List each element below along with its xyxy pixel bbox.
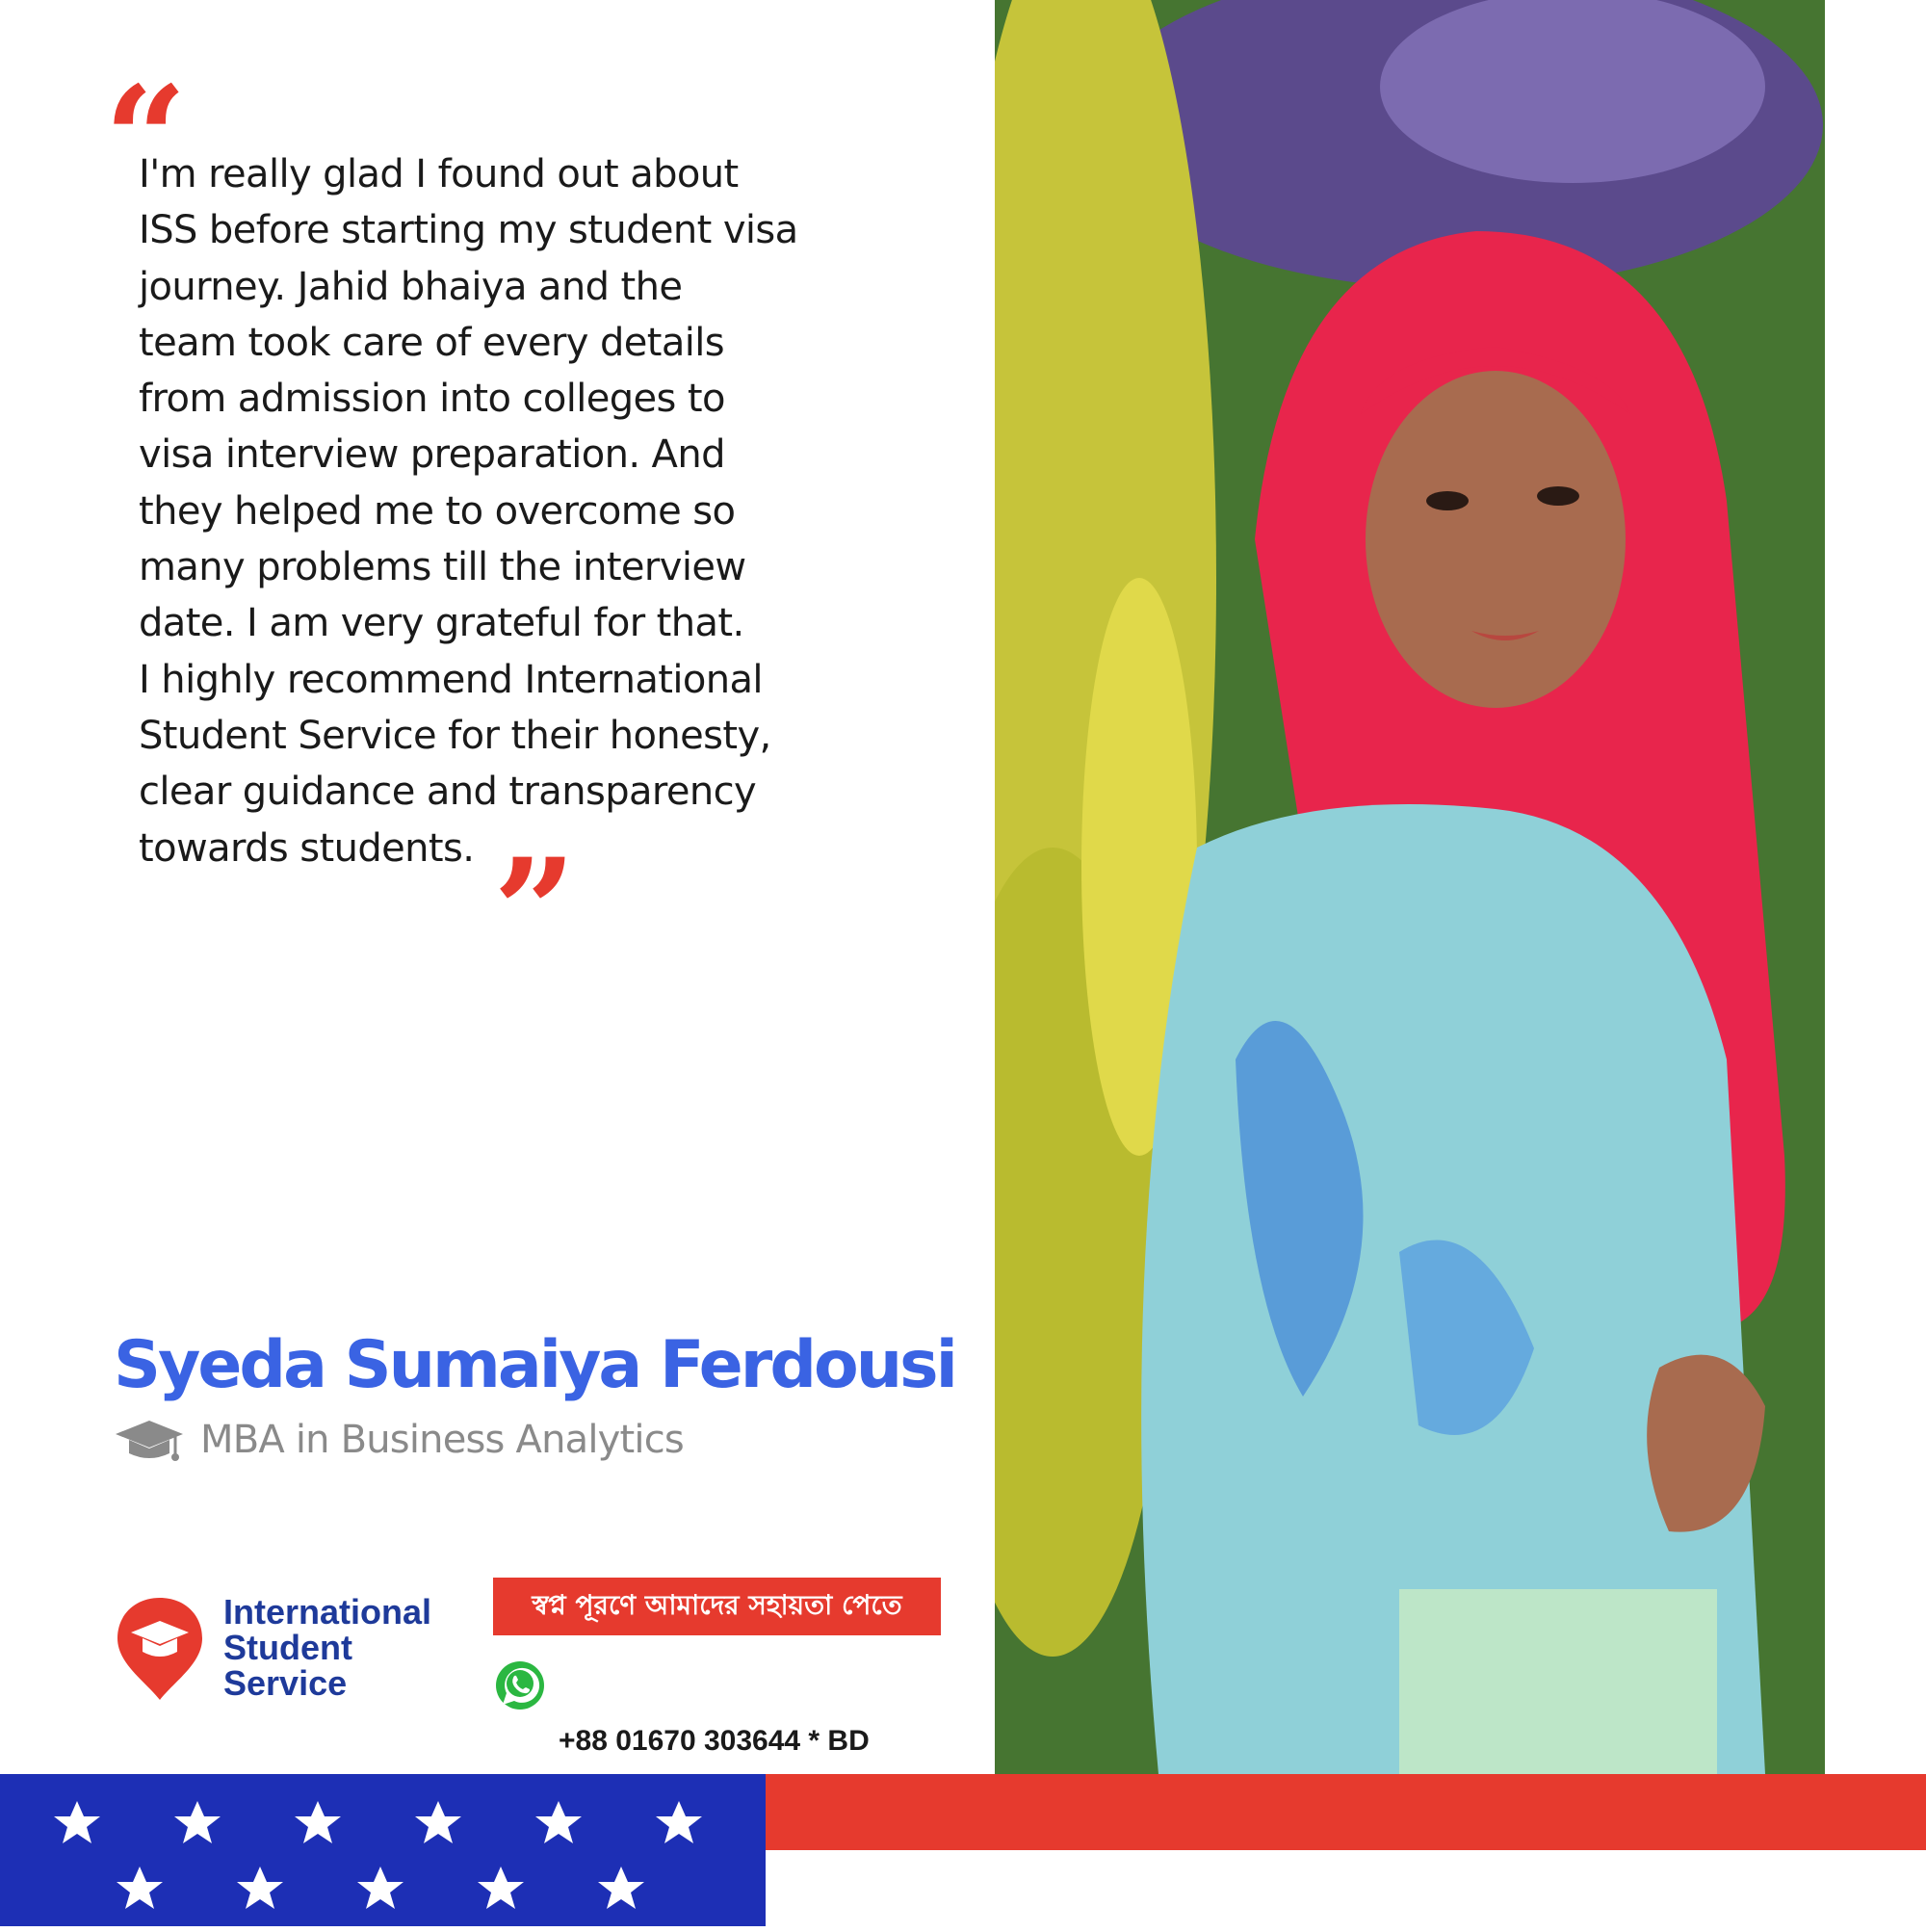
brand-name-line: Student	[223, 1628, 352, 1667]
quote-line: clear guidance and transparency	[139, 770, 757, 815]
quote-line: I'm really glad I found out about	[139, 152, 739, 196]
brand-name-line: International	[223, 1592, 432, 1632]
quote-line: visa interview preparation. And	[139, 432, 725, 478]
quote-line: date. I am very grateful for that.	[139, 601, 744, 646]
testimonial-quote	[139, 146, 832, 876]
cta-banner: স্বপ্ন পূরণে আমাদের সহায়তা পেতে	[493, 1578, 941, 1635]
brand-name	[223, 1594, 431, 1701]
quote-line: many problems till the interview	[139, 545, 746, 590]
student-degree: MBA in Business Analytics	[200, 1418, 684, 1462]
flag-white-stripe	[766, 1850, 1926, 1926]
degree-row	[114, 1411, 684, 1469]
quote-line: Student Service for their honesty,	[139, 713, 771, 758]
quote-line: towards students.	[139, 825, 475, 871]
quote-line: they helped me to overcome so	[139, 488, 736, 534]
student-photo	[995, 0, 1825, 1774]
flag-red-stripe	[766, 1774, 1926, 1850]
brand-name-line: Service	[223, 1663, 348, 1703]
student-name: Syeda Sumaiya Ferdousi	[114, 1327, 955, 1403]
phone-bd: +88 01670 303644 * BD	[559, 1725, 870, 1757]
quote-line: I highly recommend International	[139, 657, 763, 702]
quote-line: ISS before starting my student visa	[139, 208, 798, 253]
opening-quote-mark: “	[104, 55, 188, 224]
quote-line: from admission into colleges to	[139, 377, 725, 422]
closing-quote-mark: ”	[493, 827, 577, 997]
map-pin-graduation-cap-icon	[114, 1594, 206, 1702]
graduation-cap-icon	[114, 1417, 185, 1463]
quote-line: team took care of every details	[139, 320, 725, 365]
whatsapp-icon	[493, 1658, 547, 1712]
us-flag-band	[0, 1774, 1926, 1926]
flag-star-field	[0, 1774, 766, 1926]
brand-logo	[114, 1594, 460, 1710]
quote-line: journey. Jahid bhaiya and the	[139, 264, 683, 309]
